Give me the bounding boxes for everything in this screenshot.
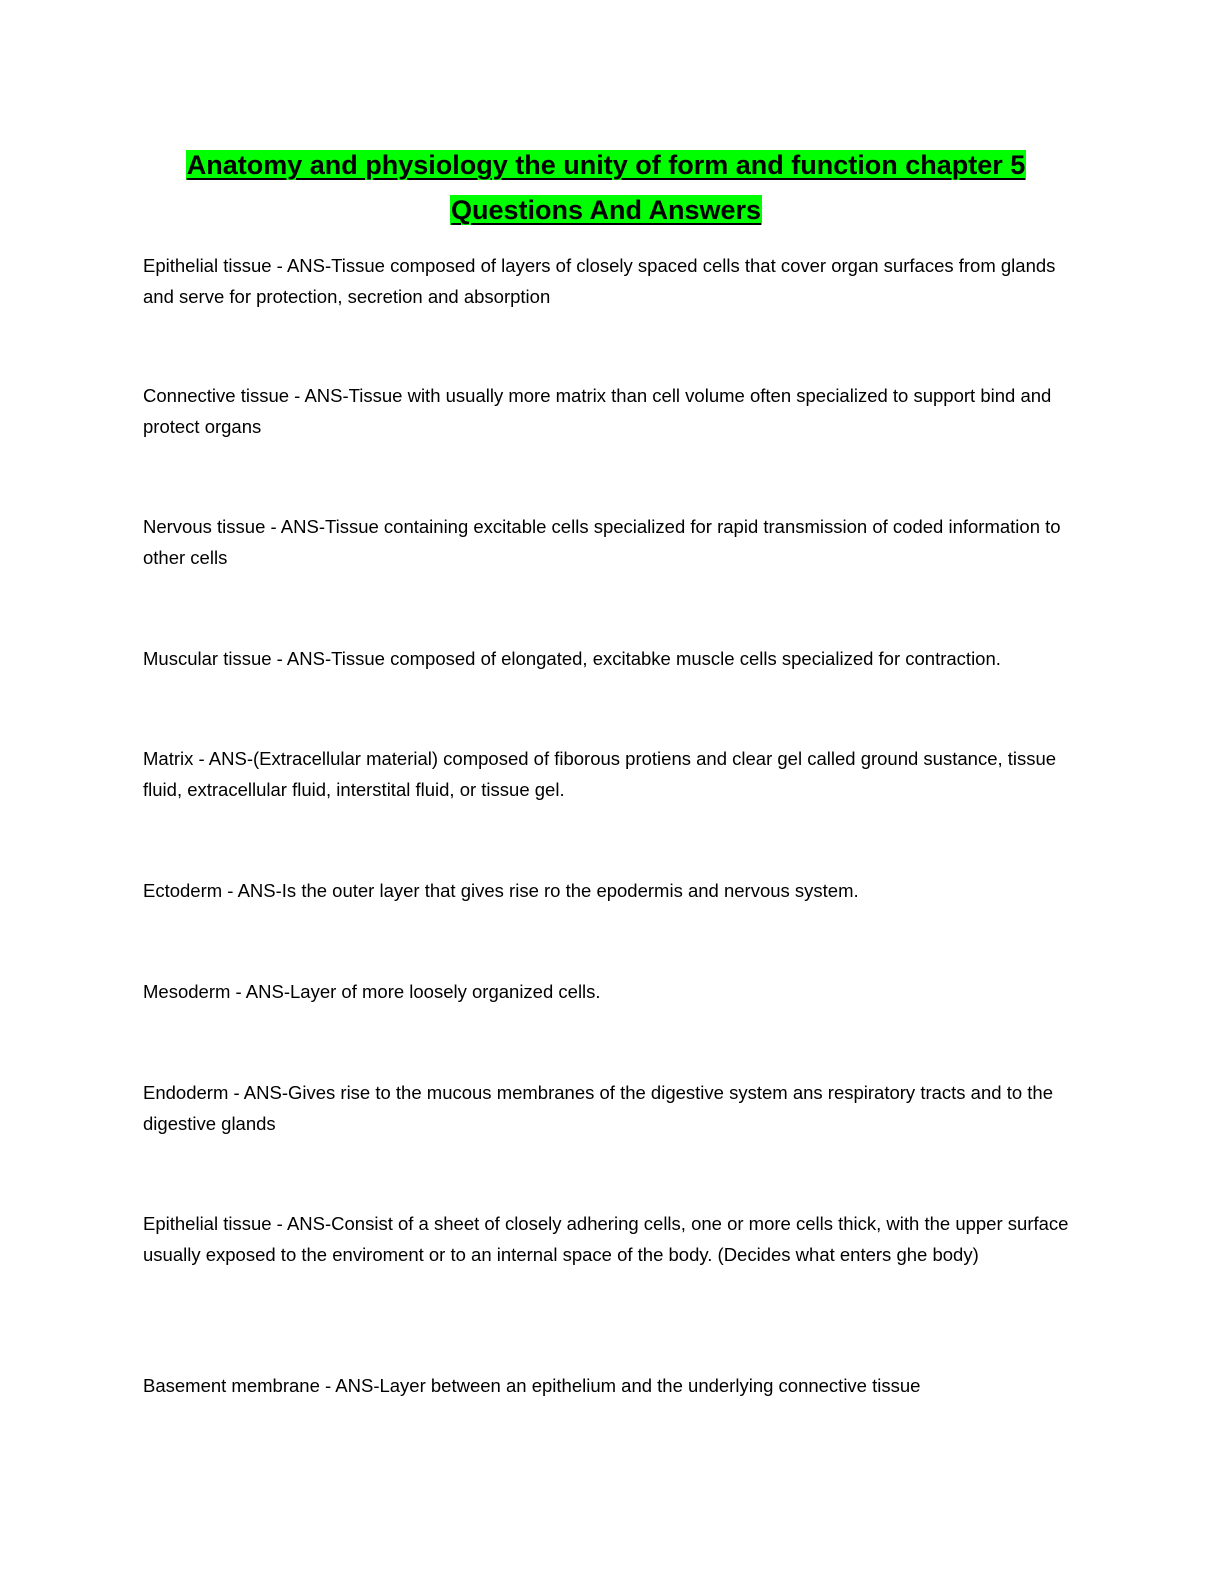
qa-entry-epithelial-tissue: Epithelial tissue - ANS-Tissue composed of layers of closely spaced cells that cover organ surfaces from glands and serve for protection, secretion and absorption — [143, 255, 1056, 307]
qa-entry-epithelial-tissue-2: Epithelial tissue - ANS-Consist of a sheet of closely adhering cells, one or more cells thick, with the upper surface usually exposed to the enviroment or to an internal space of the body. (Decides what enters ghe body) — [143, 1213, 1069, 1265]
title-line-2: Questions And Answers — [450, 195, 762, 225]
qa-entry-connective-tissue: Connective tissue - ANS-Tissue with usually more matrix than cell volume often specialized to support bind and protect organs — [143, 385, 1052, 437]
document-title — [100, 143, 1112, 233]
qa-entry-ectoderm: Ectoderm - ANS-Is the outer layer that gives rise ro the epodermis and nervous system. — [143, 880, 859, 901]
qa-entry-mesoderm: Mesoderm - ANS-Layer of more loosely organized cells. — [143, 981, 601, 1002]
qa-entry-muscular-tissue: Muscular tissue - ANS-Tissue composed of elongated, excitabke muscle cells specialized for contraction. — [143, 648, 1001, 669]
qa-entry-endoderm: Endoderm - ANS-Gives rise to the mucous membranes of the digestive system ans respiratory tracts and to the digestive glands — [143, 1082, 1053, 1134]
title-line-1: Anatomy and physiology the unity of form and function chapter 5 — [186, 150, 1026, 180]
qa-entry-matrix: Matrix - ANS-(Extracellular material) composed of fiborous protiens and clear gel called ground sustance, tissue fluid, extracellular fluid, interstital fluid, or tissue gel. — [143, 748, 1057, 800]
qa-entry-basement-membrane: Basement membrane - ANS-Layer between an epithelium and the underlying connective tissue — [143, 1375, 921, 1396]
qa-entry-nervous-tissue: Nervous tissue - ANS-Tissue containing excitable cells specialized for rapid transmission of coded information to other cells — [143, 516, 1061, 568]
